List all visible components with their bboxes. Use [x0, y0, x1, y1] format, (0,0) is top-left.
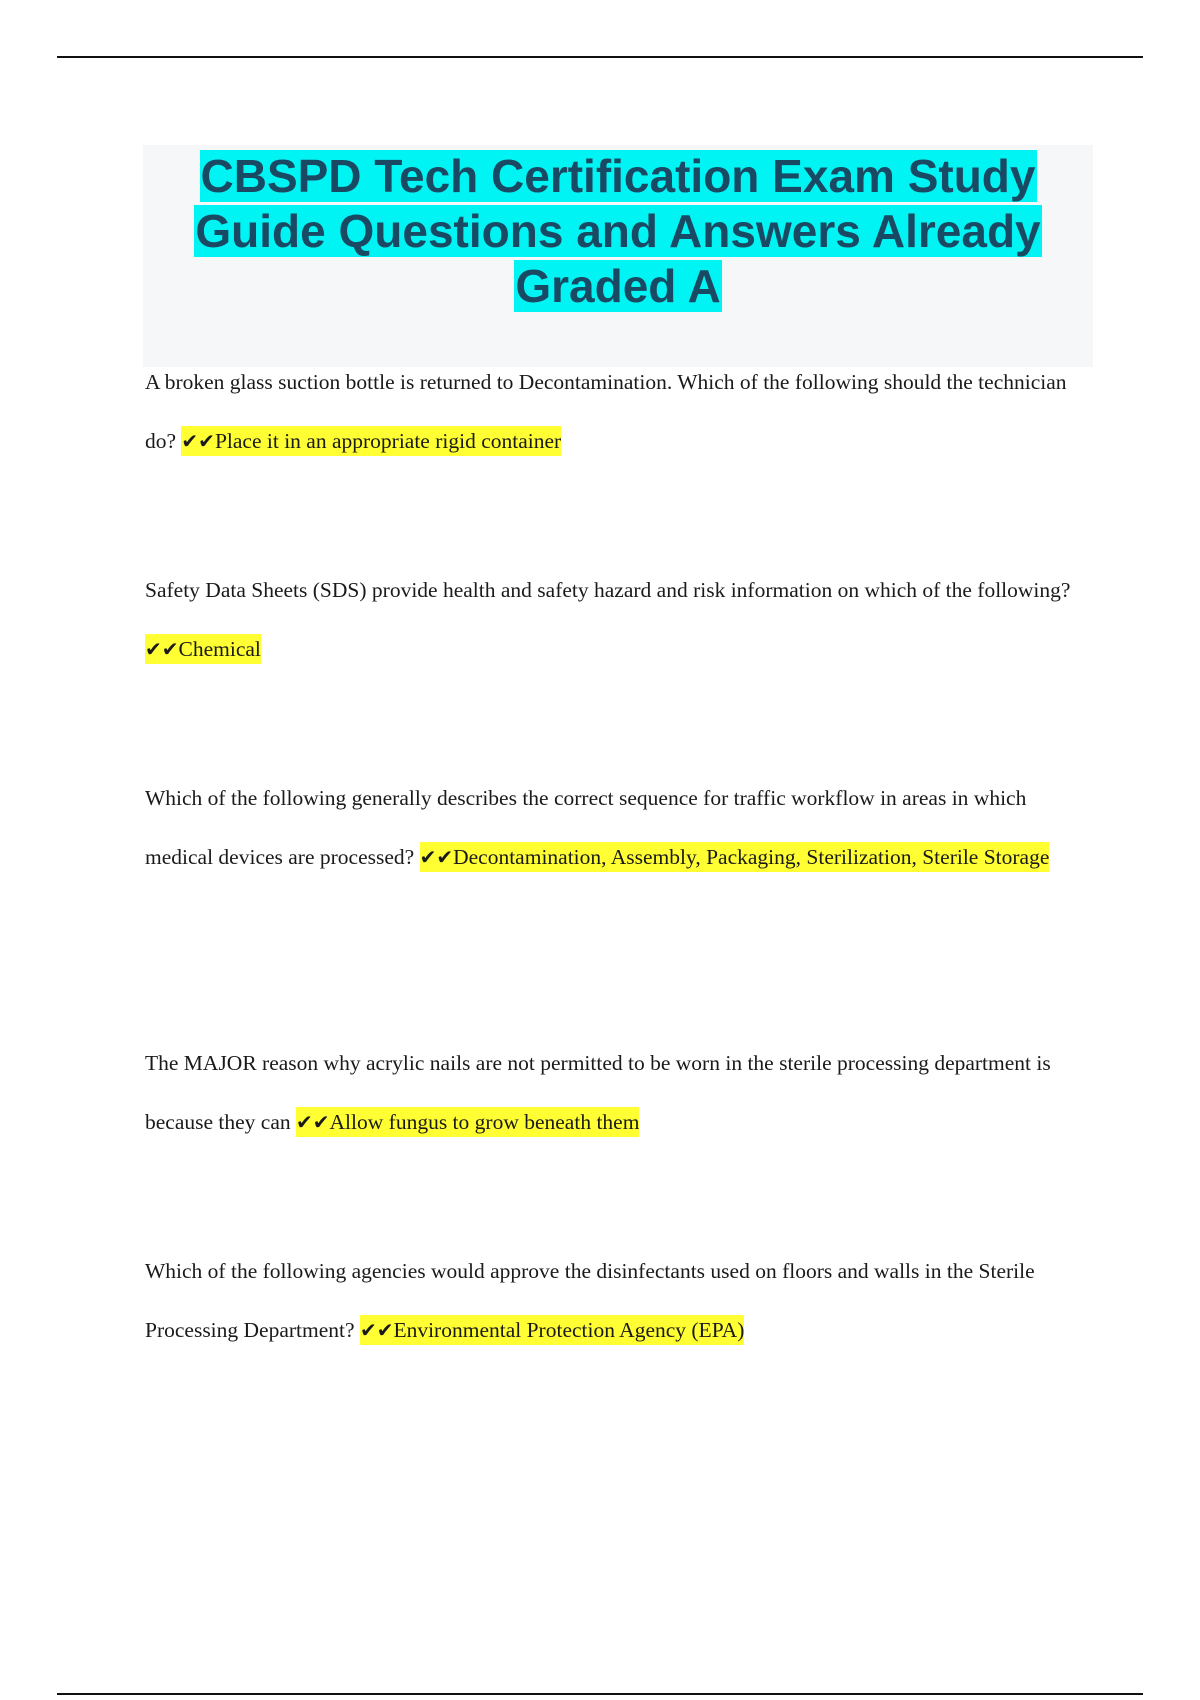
- question-text: The MAJOR reason why acrylic nails are not permitted to be worn in the sterile processing department is because they can: [145, 1051, 1051, 1134]
- qa-item-1: [145, 353, 1095, 471]
- header-rule: [57, 56, 1143, 58]
- answer-highlight: [181, 426, 561, 456]
- check-icon: ✔✔: [296, 1110, 330, 1134]
- footer-rule: [57, 1693, 1143, 1695]
- question-text: A broken glass suction bottle is returned to Decontamination. Which of the following should the technician do?: [145, 370, 1067, 453]
- question-text: Safety Data Sheets (SDS) provide health and safety hazard and risk information on which of the following?: [145, 578, 1071, 602]
- qa-item-2: [145, 561, 1095, 679]
- qa-item-4: [145, 1034, 1095, 1152]
- question-text: Which of the following generally describes the correct sequence for traffic workflow in areas in which medical devices are processed?: [145, 786, 1027, 869]
- check-icon: ✔✔: [145, 637, 179, 661]
- answer-highlight: [145, 634, 261, 664]
- answer-highlight: [360, 1315, 744, 1345]
- qa-item-3: [145, 769, 1095, 887]
- answer-highlight: [420, 842, 1050, 872]
- title-box: [143, 145, 1093, 367]
- answer-highlight: [296, 1107, 639, 1137]
- question-text: Which of the following agencies would approve the disinfectants used on floors and walls in the Sterile Processing Department?: [145, 1259, 1035, 1342]
- page-title: CBSPD Tech Certification Exam Study Guide Questions and Answers Already Graded A: [195, 150, 1041, 312]
- answer-text: Allow fungus to grow beneath them: [329, 1110, 640, 1134]
- answer-text: Environmental Protection Agency (EPA): [393, 1318, 745, 1342]
- qa-item-5: [145, 1242, 1095, 1360]
- answer-text: Decontamination, Assembly, Packaging, Sterilization, Sterile Storage: [453, 845, 1050, 869]
- check-icon: ✔✔: [419, 845, 454, 869]
- answer-text: Chemical: [178, 637, 261, 661]
- check-icon: ✔✔: [181, 429, 215, 453]
- check-icon: ✔✔: [359, 1318, 394, 1342]
- answer-text: Place it in an appropriate rigid container: [214, 429, 562, 453]
